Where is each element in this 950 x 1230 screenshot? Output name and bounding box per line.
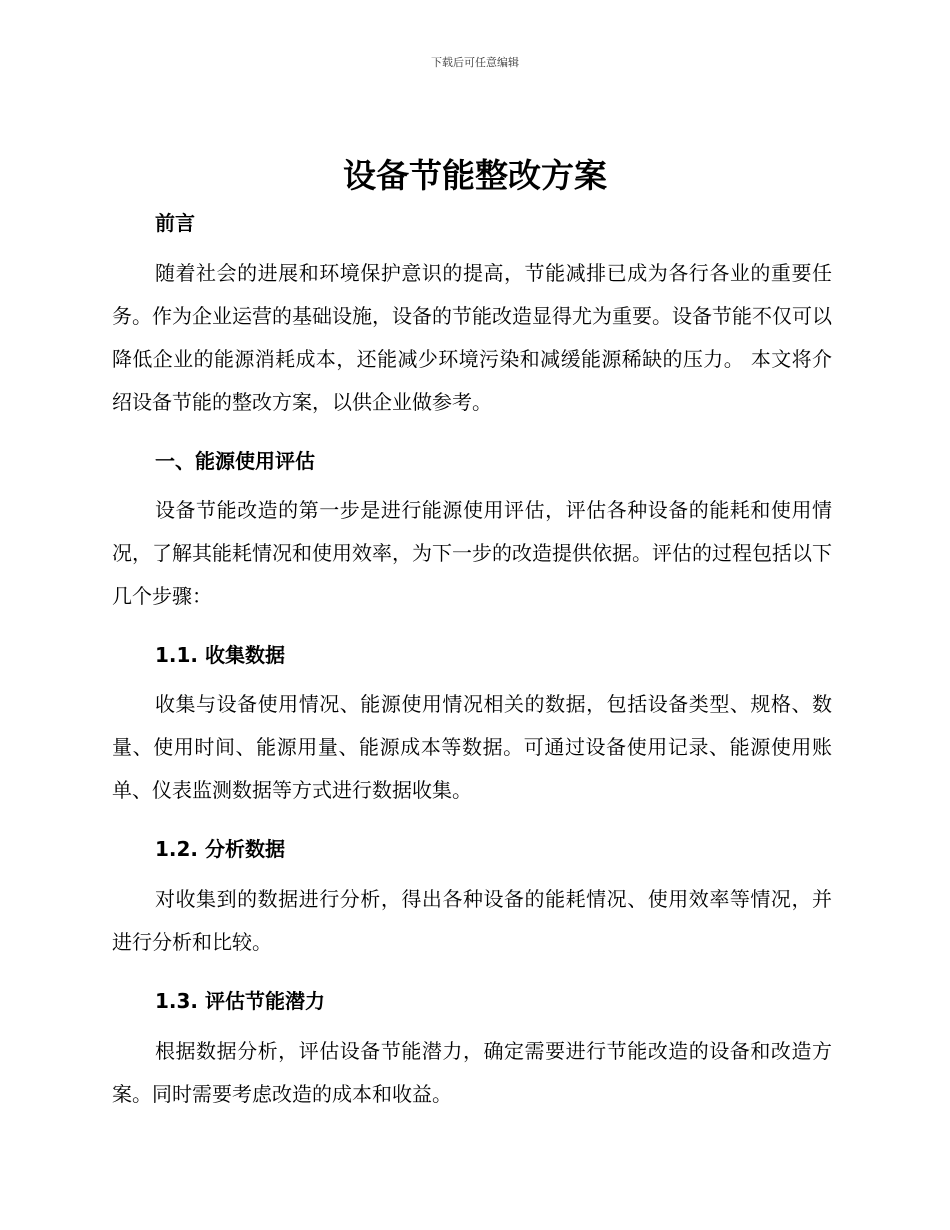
subsection-1-1-heading: 1.1. 收集数据 xyxy=(155,643,285,667)
subsection-1-1-paragraph: 收集与设备使用情况、能源使用情况相关的数据，包括设备类型、规格、数量、使用时间、能源用量、能源成本等数据。可通过设备使用记录、能源使用账单、仪表监测数据等方式进行数据收集。 xyxy=(112,692,832,802)
subsection-1-2-paragraph: 对收集到的数据进行分析，得出各种设备的能耗情况、使用效率等情况，并进行分析和比较。 xyxy=(112,887,832,954)
subsection-1-3-paragraph: 根据数据分析，评估设备节能潜力，确定需要进行节能改造的设备和改造方案。同时需要考虑改造的成本和收益。 xyxy=(112,1039,832,1106)
page-header-note: 下载后可任意编辑 xyxy=(431,56,519,69)
preface-paragraph: 随着社会的进展和环境保护意识的提高，节能减排已成为各行各业的重要任务。作为企业运营的基础设施，设备的节能改造显得尤为重要。设备节能不仅可以降低企业的能源消耗成本，还能减少环境污染和减缓能源稀缺的压力。 本文将介绍设备节能的整改方案，以供企业做参考。 xyxy=(112,261,832,414)
section-1-heading: 一、能源使用评估 xyxy=(155,449,315,473)
section-1-paragraph: 设备节能改造的第一步是进行能源使用评估，评估各种设备的能耗和使用情况，了解其能耗情况和使用效率，为下一步的改造提供依据。评估的过程包括以下几个步骤： xyxy=(112,498,832,608)
preface-heading: 前言 xyxy=(155,211,195,235)
subsection-1-2-heading: 1.2. 分析数据 xyxy=(155,837,285,861)
document-title: 设备节能整改方案 xyxy=(343,156,607,195)
subsection-1-3-heading: 1.3. 评估节能潜力 xyxy=(155,989,325,1013)
